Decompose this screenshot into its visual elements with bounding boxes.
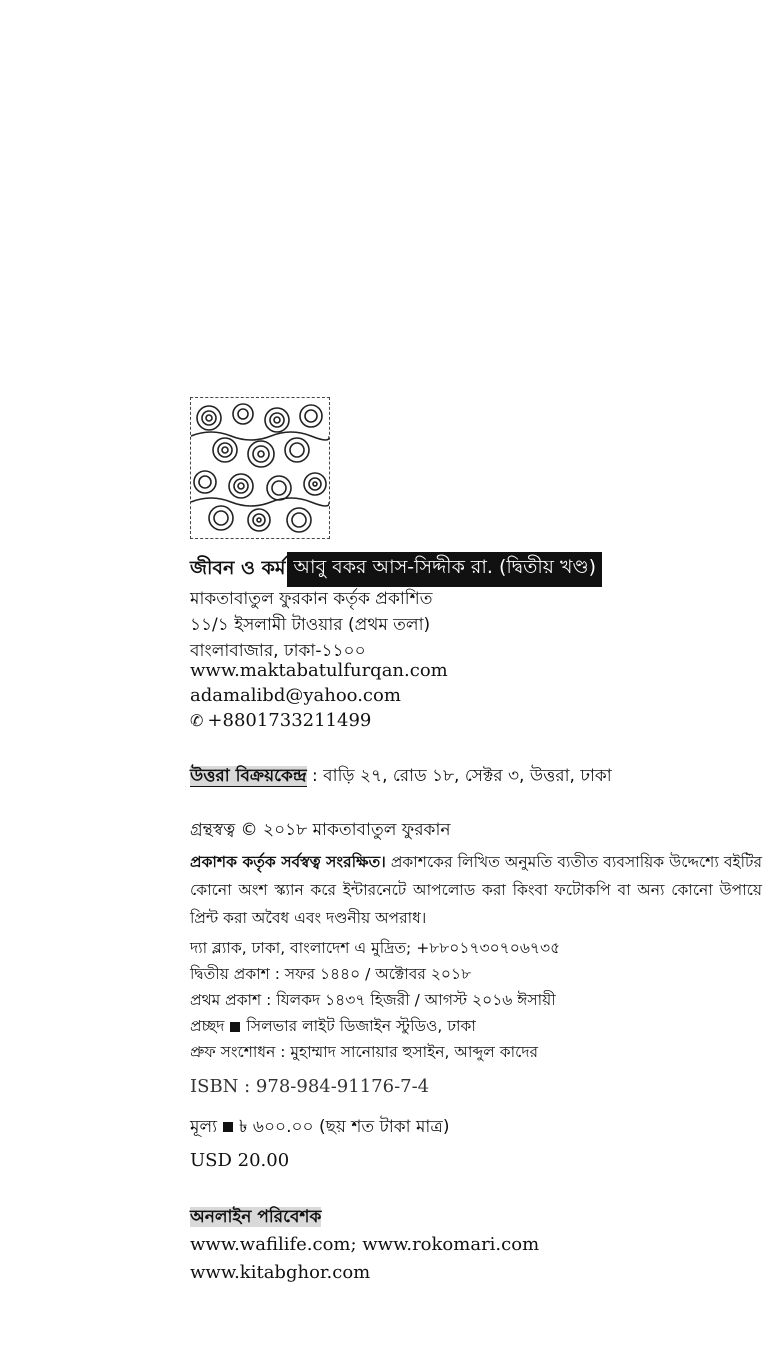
online-label: অনলাইন পরিবেশক xyxy=(190,1207,322,1227)
swirl-pattern-logo xyxy=(191,398,329,538)
publisher-phone: +8801733211499 xyxy=(207,710,372,731)
price-label: মূল্য xyxy=(190,1117,218,1137)
price-text: ৳ ৬০০.০০ (ছয় শত টাকা মাত্র) xyxy=(239,1117,450,1137)
branch-label: উত্তরা বিক্রয়কেন্দ্র xyxy=(190,766,307,786)
copyright-text: ২০১৮ মাকতাবাতুল ফুরকান xyxy=(263,820,451,840)
book-title xyxy=(190,552,602,580)
cover-text: সিলভার লাইট ডিজাইন স্টুডিও, ঢাকা xyxy=(246,1017,476,1035)
publisher-line-1: মাকতাবাতুল ফুরকান কর্তৃক প্রকাশিত xyxy=(190,589,433,609)
publisher-website: www.maktabatulfurqan.com xyxy=(190,660,448,681)
title-series: জীবন ও কর্ম xyxy=(190,556,286,579)
price-usd: USD 20.00 xyxy=(190,1150,290,1171)
publisher-line-3: বাংলাবাজার, ঢাকা-১১০০ xyxy=(190,641,366,661)
publisher-line-2: ১১/১ ইসলামী টাওয়ার (প্রথম তলা) xyxy=(190,615,431,635)
online-line-1: www.wafilife.com; www.rokomari.com xyxy=(190,1234,540,1255)
proof-line: প্রুফ সংশোধন : মুহাম্মাদ সানোয়ার হুসাইন, আব্দুল কাদের xyxy=(190,1043,539,1061)
printer-line: দ্যা ব্ল্যাক, ঢাকা, বাংলাদেশ এ মুদ্রিত; +৮৮০১৭৩০৭০৬৭৩৫ xyxy=(190,939,561,957)
cover-label: প্রচ্ছদ xyxy=(190,1017,225,1035)
rights-paragraph xyxy=(190,848,762,932)
square-bullet-icon xyxy=(223,1122,233,1132)
copyright-row xyxy=(190,817,451,845)
publisher-phone-row xyxy=(190,710,371,731)
square-bullet-icon xyxy=(230,1022,240,1032)
phone-icon: ✆ xyxy=(190,711,204,730)
publisher-email: adamalibd@yahoo.com xyxy=(190,685,401,706)
online-line-2: www.kitabghor.com xyxy=(190,1262,371,1283)
online-label-row xyxy=(190,1204,321,1232)
price-row xyxy=(190,1114,449,1142)
cover-line xyxy=(190,1014,476,1040)
rights-bold: প্রকাশক কর্তৃক সর্বস্বত্ব সংরক্ষিত। xyxy=(190,853,386,871)
copyright-label: গ্রন্থস্বত্ব xyxy=(190,820,236,840)
copyright-symbol: © xyxy=(240,820,258,840)
first-edition-line: প্রথম প্রকাশ : যিলকদ ১৪৩৭ হিজরী / আগস্ট ২০১৬ ঈসায়ী xyxy=(190,991,556,1009)
rights-text: প্রকাশকের লিখিত অনুমতি ব্যতীত ব্যবসায়িক উদ্দেশ্যে বইটির কোনো অংশ স্ক্যান করে ইন্টারনেটে আপলোড করা কিংবা ফটোকপি বা অন্য কোনো উপায়ে প্রিন্ট করা অবৈধ এবং দণ্ডনীয় অপরাধ। xyxy=(190,853,763,927)
branch-address: : বাড়ি ২৭, রোড ১৮, সেক্টর ৩, উত্তরা, ঢাকা xyxy=(312,766,612,786)
second-edition-line: দ্বিতীয় প্রকাশ : সফর ১৪৪০ / অক্টোবর ২০১৮ xyxy=(190,965,472,983)
title-main: আবু বকর আস-সিদ্দীক রা. (দ্বিতীয় খণ্ড) xyxy=(287,552,602,587)
branch-row xyxy=(190,763,612,791)
isbn: ISBN : 978-984-91176-7-4 xyxy=(190,1076,430,1097)
publisher-logo xyxy=(190,397,330,539)
